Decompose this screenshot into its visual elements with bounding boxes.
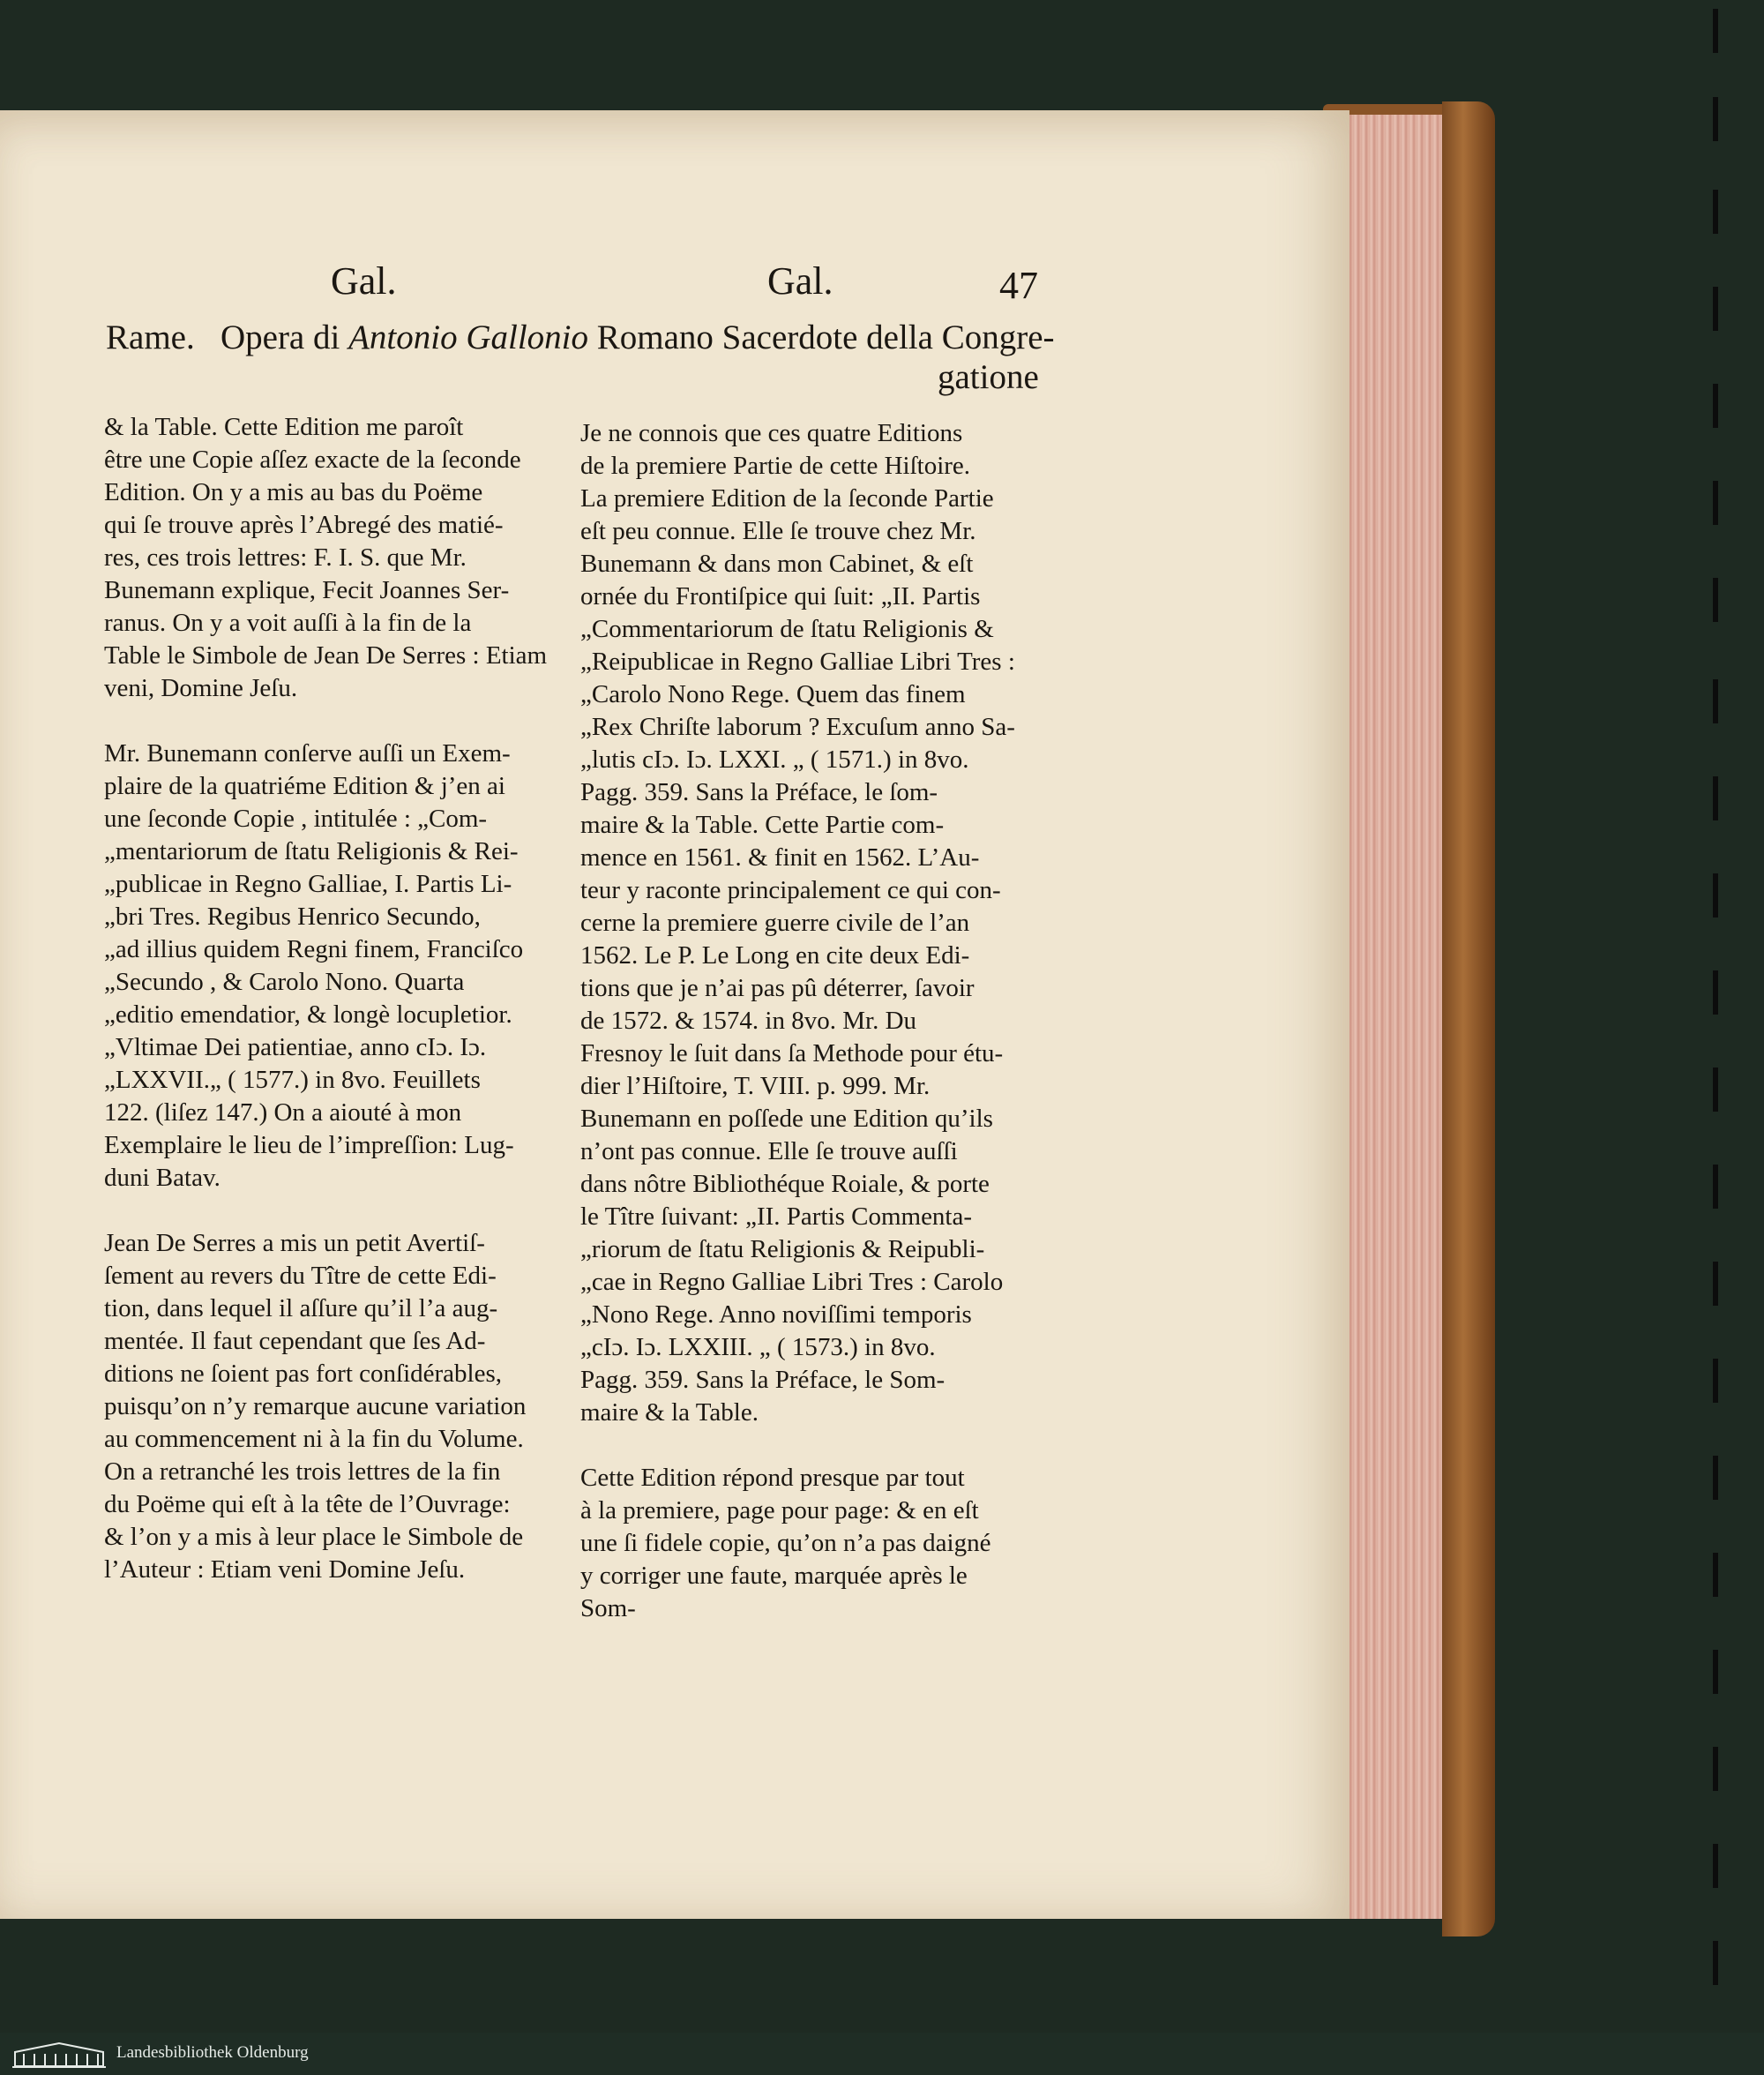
- text-line: „cIɔ. Iɔ. LXXIII. „ ( 1573.) in 8vo.: [580, 1333, 936, 1361]
- scan-margin-mark: [1713, 1941, 1718, 1985]
- text-line: y corriger une faute, marquée après le: [580, 1562, 968, 1590]
- scan-margin-mark: [1713, 1747, 1718, 1791]
- text-line: „ad illius quidem Regni finem, Franciſco: [104, 935, 524, 963]
- catalog-entry-continuation: gatione: [938, 358, 1039, 396]
- text-line: ornée du Frontiſpice qui ſuit: „II. Partis: [580, 582, 981, 611]
- text-line: Je ne connois que ces quatre Editions: [580, 419, 963, 447]
- text-line: de la premiere Partie de cette Hiſtoire.: [580, 452, 971, 480]
- text-line: duni Batav.: [104, 1164, 220, 1192]
- page-edges: [1345, 115, 1442, 1919]
- scan-margin-mark: [1713, 384, 1718, 428]
- library-footer-bar: [0, 2033, 1764, 2075]
- scan-margin-mark: [1713, 776, 1718, 820]
- text-line: mence en 1561. & finit en 1562. L’Au-: [580, 843, 980, 872]
- text-line: „mentariorum de ſtatu Religionis & Rei-: [104, 837, 519, 865]
- text-line: une ſi fidele copie, qu’on n’a pas daigné: [580, 1529, 991, 1557]
- text-line: au commencement ni à la fin du Volume.: [104, 1425, 524, 1453]
- text-line: à la premiere, page pour page: & en eſt: [580, 1496, 979, 1524]
- text-line: n’ont pas connue. Elle ſe trouve auſſi: [580, 1137, 958, 1165]
- text-line: le Tître ſuivant: „II. Partis Commenta-: [580, 1202, 973, 1231]
- text-line: Pagg. 359. Sans la Préface, le Som-: [580, 1366, 946, 1394]
- text-line: dans nôtre Bibliothéque Roiale, & porte: [580, 1170, 990, 1198]
- text-line: [580, 1429, 1039, 1462]
- running-head-left: Gal.: [331, 259, 397, 303]
- catalog-entry-title: Romano Sacerdote della Congre-: [588, 318, 1055, 356]
- text-line: plaire de la quatriéme Edition & j’en ai: [104, 772, 505, 800]
- scan-margin-mark: [1713, 287, 1718, 331]
- scan-margin-mark: [1713, 9, 1718, 53]
- text-line: 122. (liſez 147.) On a aiouté à mon: [104, 1098, 462, 1127]
- scan-margin-mark: [1713, 1262, 1718, 1306]
- text-line: „publicae in Regno Galliae, I. Partis Li-: [104, 870, 512, 898]
- catalog-entry-author: Antonio Gallonio: [348, 318, 588, 356]
- text-line: La premiere Edition de la ſeconde Partie: [580, 484, 994, 513]
- scan-margin-mark: [1713, 679, 1718, 723]
- text-line: être une Copie aſſez exacte de la ſeconde: [104, 446, 521, 474]
- scan-margin-mark: [1713, 1165, 1718, 1209]
- text-line: du Poëme qui eſt à la tête de l’Ouvrage:: [104, 1490, 511, 1518]
- text-line: veni, Domine Jeſu.: [104, 674, 298, 702]
- text-line: tions que je n’ai pas pû déterrer, ſavoir: [580, 974, 975, 1002]
- text-line: de 1572. & 1574. in 8vo. Mr. Du: [580, 1007, 917, 1035]
- text-line: „Reipublicae in Regno Galliae Libri Tres :: [580, 648, 1015, 676]
- scan-margin-mark: [1713, 1650, 1718, 1694]
- catalog-entry-heading: [106, 318, 1055, 357]
- text-line: 1562. Le P. Le Long en cite deux Edi-: [580, 941, 970, 970]
- text-line: „Secundo , & Carolo Nono. Quarta: [104, 968, 465, 996]
- text-line: „lutis cIɔ. Iɔ. LXXI. „ ( 1571.) in 8vo.: [580, 745, 969, 774]
- text-line: mentée. Il faut cependant que ſes Ad-: [104, 1327, 486, 1355]
- scan-margin-mark: [1713, 1359, 1718, 1403]
- running-head-right: Gal.: [767, 259, 833, 303]
- text-line: „Nono Rege. Anno noviſſimi temporis: [580, 1300, 972, 1329]
- text-line: tion, dans lequel il aſſure qu’il l’a aug-: [104, 1294, 498, 1322]
- text-line: Bunemann & dans mon Cabinet, & eſt: [580, 550, 974, 578]
- text-line: Jean De Serres a mis un petit Avertiſ-: [104, 1229, 485, 1257]
- scan-margin-mark: [1713, 873, 1718, 918]
- text-line: Fresnoy le ſuit dans ſa Methode pour étu-: [580, 1039, 1004, 1067]
- text-line: teur y raconte principalement ce qui con-: [580, 876, 1001, 904]
- book-cover-board: [1442, 101, 1495, 1936]
- library-name: Landesbibliothek Oldenburg: [116, 2043, 309, 2062]
- text-line: ranus. On y a voit auſſi à la fin de la: [104, 609, 472, 637]
- scan-margin-mark: [1713, 578, 1718, 622]
- text-line: Table le Simbole de Jean De Serres : Etiam: [104, 641, 548, 670]
- library-building-icon: [11, 2040, 108, 2070]
- text-line: maire & la Table. Cette Partie com-: [580, 811, 945, 839]
- text-line: Pagg. 359. Sans la Préface, le ſom-: [580, 778, 938, 806]
- text-line: „Vltimae Dei patientiae, anno cIɔ. Iɔ.: [104, 1033, 487, 1061]
- scan-margin-mark: [1713, 1553, 1718, 1597]
- text-line: „editio emendatior, & longè locupletior.: [104, 1000, 512, 1029]
- left-text-column: [104, 411, 563, 1586]
- text-line: „Commentariorum de ſtatu Religionis &: [580, 615, 994, 643]
- text-line: „bri Tres. Regibus Henrico Secundo,: [104, 903, 481, 931]
- text-line: Cette Edition répond presque par tout: [580, 1464, 965, 1492]
- text-line: res, ces trois lettres: F. I. S. que Mr.: [104, 543, 467, 572]
- text-line: „LXXVII.„ ( 1577.) in 8vo. Feuillets: [104, 1066, 481, 1094]
- text-line: & l’on y a mis à leur place le Simbole de: [104, 1523, 524, 1551]
- text-line: [104, 1195, 563, 1227]
- text-line: „Carolo Nono Rege. Quem das finem: [580, 680, 966, 708]
- text-line: Edition. On y a mis au bas du Poëme: [104, 478, 483, 506]
- text-line: eſt peu connue. Elle ſe trouve chez Mr.: [580, 517, 976, 545]
- text-line: Som-: [580, 1594, 636, 1622]
- text-line: „cae in Regno Galliae Libri Tres : Carolo: [580, 1268, 1004, 1296]
- text-line: cerne la premiere guerre civile de l’an: [580, 909, 970, 937]
- text-line: [104, 705, 563, 738]
- text-line: Exemplaire le lieu de l’impreſſion: Lug-: [104, 1131, 514, 1159]
- text-line: l’Auteur : Etiam veni Domine Jeſu.: [104, 1555, 466, 1584]
- scan-margin-mark: [1713, 1456, 1718, 1500]
- text-line: puisqu’on n’y remarque aucune variation: [104, 1392, 527, 1420]
- text-line: maire & la Table.: [580, 1398, 759, 1427]
- text-line: dier l’Hiſtoire, T. VIII. p. 999. Mr.: [580, 1072, 931, 1100]
- text-line: qui ſe trouve après l’Abregé des matié-: [104, 511, 504, 539]
- text-line: Bunemann en poſſede une Edition qu’ils: [580, 1105, 993, 1133]
- text-line: On a retranché les trois lettres de la fin: [104, 1457, 501, 1486]
- scan-margin-mark: [1713, 970, 1718, 1015]
- right-text-column: [580, 417, 1039, 1625]
- text-line: „Rex Chriſte laborum ? Excuſum anno Sa-: [580, 713, 1015, 741]
- text-line: & la Table. Cette Edition me paroît: [104, 413, 464, 441]
- text-line: ditions ne ſoient pas fort conſidérables,: [104, 1360, 503, 1388]
- scan-margin-mark: [1713, 1844, 1718, 1888]
- scan-margin-mark: [1713, 1067, 1718, 1112]
- text-line: Mr. Bunemann conſerve auſſi un Exem-: [104, 739, 511, 768]
- catalog-entry-prefix: Rame. Opera di: [106, 318, 349, 356]
- text-line: Bunemann explique, Fecit Joannes Ser-: [104, 576, 510, 604]
- scan-margin-mark: [1713, 190, 1718, 234]
- page-number: 47: [999, 264, 1038, 307]
- scan-margin-mark: [1713, 97, 1718, 141]
- text-line: ſement au revers du Tître de cette Edi-: [104, 1262, 497, 1290]
- text-line: une ſeconde Copie , intitulée : „Com-: [104, 805, 488, 833]
- text-line: „riorum de ſtatu Religionis & Reipubli-: [580, 1235, 985, 1263]
- scan-margin-mark: [1713, 481, 1718, 525]
